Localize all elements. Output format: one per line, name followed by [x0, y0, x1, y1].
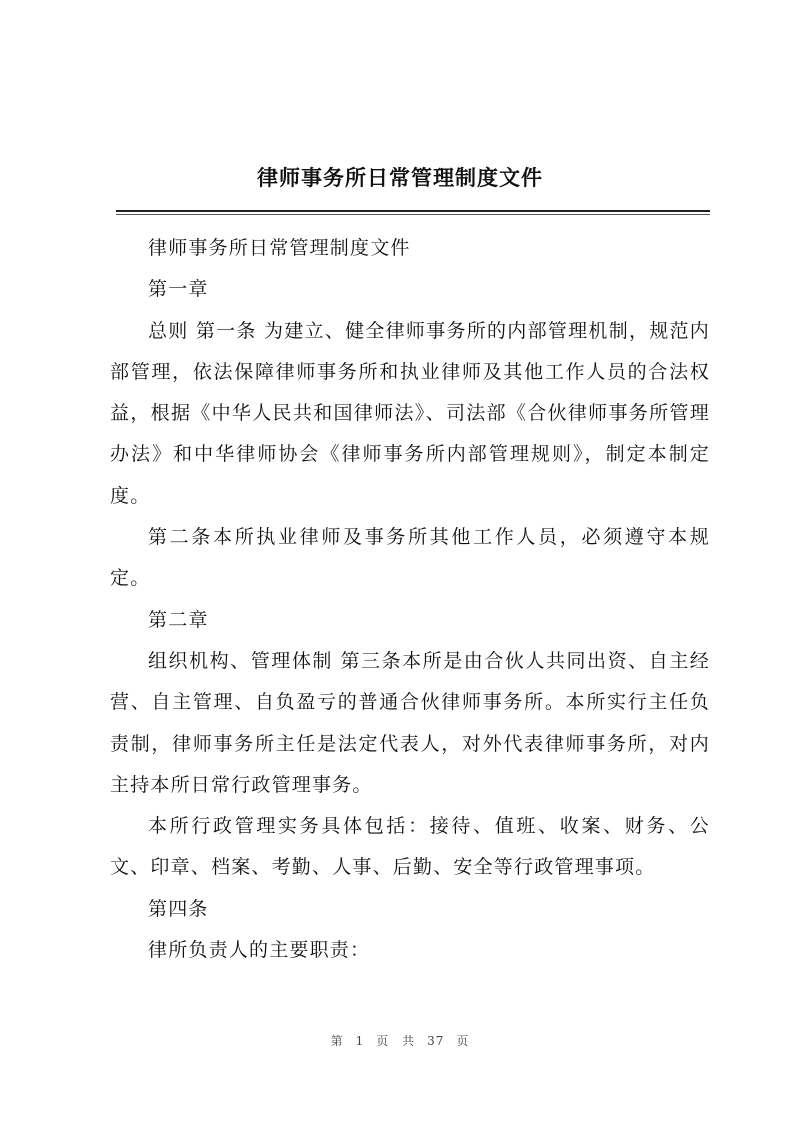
- paragraph: 律所负责人的主要职责：: [148, 939, 371, 962]
- page-footer: [0, 1032, 800, 1049]
- paragraph: 总则 第一条 为建立、健全律师事务所的内部管理机制，规范内部管理，依法保障律师事务所和执业律师及其他工作人员的合法权益，根据《中华人民共和国律师法》、司法部《合伙律师事务所管理办法》和中华律师协会《律师事务所内部管理规则》，制定本制定度。: [110, 319, 710, 507]
- paragraph: 本所行政管理实务具体包括：接待、值班、收案、财务、公文、印章、档案、考勤、人事、后勤、安全等行政管理事项。: [110, 815, 710, 879]
- document-title: 律师事务所日常管理制度文件: [257, 166, 543, 190]
- paragraph: 第二章: [148, 608, 209, 631]
- document-body: [110, 228, 710, 971]
- title-rule-thick: [116, 210, 710, 212]
- footer-label-page: 第: [330, 1034, 344, 1048]
- paragraph: 组织机构、管理体制 第三条本所是由合伙人共同出资、自主经营、自主管理、自负盈亏的普通合伙律师事务所。本所实行主任负责制，律师事务所主任是法定代表人，对外代表律师事务所，对内主持本所日常行政管理事务。: [110, 649, 710, 796]
- paragraph: 第四条: [148, 897, 209, 920]
- footer-current-page: 1: [355, 1034, 365, 1048]
- footer-label-end: 页: [456, 1034, 470, 1048]
- paragraph: 第二条本所执业律师及事务所其他工作人员，必须遵守本规定。: [110, 526, 710, 590]
- title-rule-thin: [116, 214, 710, 215]
- paragraph: 律师事务所日常管理制度文件: [148, 237, 411, 259]
- footer-label-of: 页 共: [376, 1034, 416, 1048]
- paragraph: 第一章: [148, 278, 209, 301]
- footer-total-pages: 37: [427, 1034, 445, 1048]
